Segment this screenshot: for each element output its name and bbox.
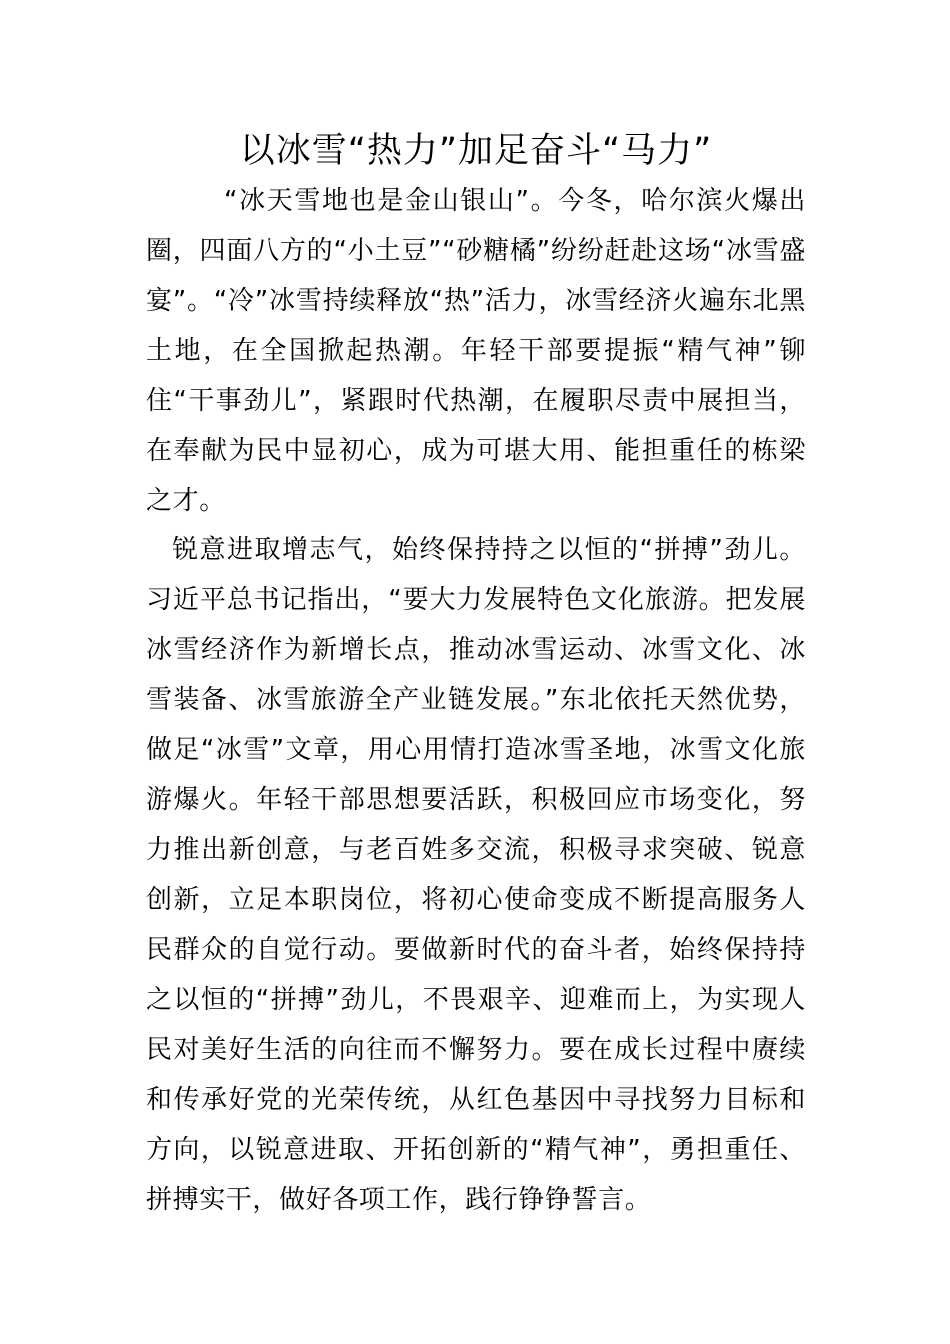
- body-paragraph-1: “冰天雪地也是金山银山”。今冬，哈尔滨火爆出圈，四面八方的“小土豆”“砂糖橘”纷纷赶赴这场“冰雪盛宴”。“冷”冰雪持续释放“热”活力，冰雪经济火遍东北黑土地，在全国掀起热潮。年轻干部要提振“精气神”铆住“干事劲儿”，紧跟时代热潮，在履职尽责中展担当，在奉献为民中显初心，成为可堪大用、能担重任的栋梁之才。: [146, 186, 806, 516]
- document-title: 以冰雪“热力”加足奋斗“马力”: [239, 131, 713, 171]
- body-paragraph-2: 锐意进取增志气，始终保持持之以恒的“拼搏”劲儿。习近平总书记指出，“要大力发展特色文化旅游。把发展冰雪经济作为新增长点，推动冰雪运动、冰雪文化、冰雪装备、冰雪旅游全产业链发展。”东北依托天然优势，做足“冰雪”文章，用心用情打造冰雪圣地，冰雪文化旅游爆火。年轻干部思想要活跃，积极回应市场变化，努力推出新创意，与老百姓多交流，积极寻求突破、锐意创新，立足本职岗位，将初心使命变成不断提高服务人民群众的自觉行动。要做新时代的奋斗者，始终保持持之以恒的“拼搏”劲儿，不畏艰辛、迎难而上，为实现人民对美好生活的向往而不懈努力。要在成长过程中赓续和传承好党的光荣传统，从红色基因中寻找努力目标和方向，以锐意进取、开拓创新的“精气神”，勇担重任、拼搏实干，做好各项工作，践行铮铮誓言。: [146, 535, 806, 1215]
